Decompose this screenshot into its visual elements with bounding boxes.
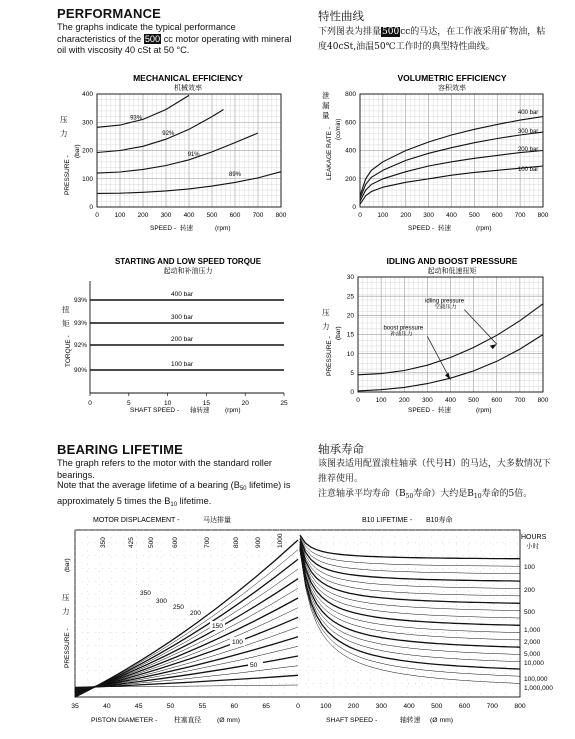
x-tick-label: 20: [241, 400, 249, 407]
pressure-curve: [75, 569, 298, 695]
y-tick-label: 0: [89, 204, 93, 212]
displacement-label: 1000: [277, 533, 284, 548]
y-tick-label: 200: [82, 147, 93, 155]
y-tick-label: 0: [350, 389, 354, 397]
y-tick-label: 100: [82, 175, 93, 183]
y-tick-label: 15: [346, 331, 354, 339]
bearing-xunit-left: (Ø mm): [217, 717, 241, 724]
lifetime-curve: [300, 535, 520, 559]
torque-ylabel-zh-2: 矩: [62, 319, 70, 328]
idle-title: IDLING AND BOOST PRESSURE: [386, 256, 518, 266]
idle-ylabel-zh-2: 力: [322, 322, 330, 331]
torque-xunit: (rpm): [225, 407, 241, 414]
x-tick-label: 10: [163, 400, 172, 407]
vol-yunit: (cc/min): [336, 118, 342, 140]
boost-pressure-label: boost pressure: [383, 325, 424, 332]
y-tick-label: 5: [350, 370, 354, 378]
performance-text: The graphs indicate the typical performance characteristics of the 500 cc motor operating with mineral oil with viscosity 40 cSt at 50 °C.: [57, 22, 292, 55]
x-tick-label: 0: [358, 212, 362, 219]
vol-title: VOLUMETRIC EFFICIENCY: [397, 73, 507, 83]
torque-pressure-label: 200 bar: [170, 336, 194, 343]
bearing-xlabel-left-zh: 柱塞直径: [174, 717, 202, 724]
curve-label: 100 bar: [517, 166, 539, 173]
bearing-text2-zh: 注意轴承平均寿命（$B_{50}$寿命）大约是$B_{10}$寿命的5倍。: [318, 489, 533, 500]
displacement-label: 425: [128, 537, 135, 548]
y-tick-label: 200: [345, 175, 356, 183]
left-x-tick-label: 35: [71, 703, 79, 710]
x-tick-label: 800: [275, 212, 287, 219]
idle-xlabel-zh: 转速: [438, 407, 451, 414]
y-tick-label: 0: [352, 204, 356, 212]
bearing-title-right-zh: B10寿命: [426, 517, 453, 524]
idle-xlabel: SPEED -: [408, 407, 435, 414]
mech-chart: [60, 73, 287, 232]
vol-xlabel-zh: 转速: [438, 225, 451, 232]
curve-label: 91%: [187, 152, 200, 159]
lifetime-curve: [300, 547, 520, 647]
x-tick-label: 800: [537, 212, 549, 219]
displacement-label: 350: [100, 537, 107, 548]
bearing-xlabel-right: SHAFT SPEED -: [326, 717, 378, 724]
boost-pressure-label-zh: 补油压力: [390, 331, 413, 338]
bearing-text1-zh: 该图表适用配置滚柱轴承（代号H）的马达，大多数情况下推荐使用。: [318, 459, 551, 484]
x-tick-label: 400: [446, 212, 457, 219]
mech-xlabel-zh: 转速: [180, 225, 193, 232]
hours-value-label: 500: [524, 609, 535, 616]
displacement-label: 500: [148, 537, 155, 548]
x-tick-label: 800: [537, 397, 549, 404]
pressure-curve: [75, 579, 298, 695]
curve-label: 93%: [130, 115, 143, 122]
x-tick-label: 500: [468, 397, 480, 404]
displacement-label: 900: [255, 537, 262, 548]
x-tick-label: 600: [491, 212, 503, 219]
x-tick-label: 700: [514, 397, 526, 404]
x-tick-label: 500: [468, 212, 480, 219]
x-tick-label: 0: [88, 400, 92, 407]
bearing-ylabel-zh-2: 力: [62, 607, 70, 616]
lifetime-curve: [300, 536, 520, 566]
mech-ylabel-zh-1: 压: [60, 115, 68, 124]
curve-label: 400 bar: [517, 109, 539, 116]
x-tick-label: 200: [398, 397, 410, 404]
right-x-tick-label: 800: [514, 703, 526, 710]
mech-xunit: (rpm): [215, 225, 231, 232]
torque-pressure-label: 100 bar: [170, 361, 194, 368]
idling-pressure-label-zh: 空载压力: [434, 304, 457, 311]
idling-pressure-label: idling pressure: [425, 298, 465, 305]
hours-value-label: 5,000: [524, 651, 541, 658]
displacement-label: 700: [204, 537, 211, 548]
idle-yunit: (bar): [335, 326, 342, 340]
left-x-tick-label: 50: [166, 703, 175, 710]
left-x-tick-label: 60: [230, 703, 239, 710]
left-x-tick-label: 45: [134, 703, 143, 710]
curve-label: 300 bar: [517, 128, 539, 135]
vol-ylabel-zh-3: 量: [322, 111, 330, 120]
right-x-tick-label: 200: [347, 703, 360, 710]
x-tick-label: 0: [95, 212, 99, 219]
hours-value-label: 1,000: [524, 627, 541, 634]
y-tick-label: 800: [345, 91, 356, 99]
x-tick-label: 700: [252, 212, 264, 219]
lifetime-curve: [300, 550, 520, 676]
bearing-text2: Note that the average lifetime of a bearing ($B_{50}$ lifetime) is approximately 5 times the $B_{10}$ lifetime.: [57, 480, 291, 508]
performance-title-zh: 特性曲线: [318, 9, 364, 23]
lifetime-curve: [300, 549, 520, 669]
performance-title: PERFORMANCE: [57, 6, 162, 21]
performance-text-zh: 下列图表为排量500cc的马达，在工作液采用矿物油，粘度40cSt,油温50℃工作时的典型特性曲线。: [318, 27, 546, 52]
mech-title: MECHANICAL EFFICIENCY: [133, 73, 243, 83]
pressure-label: 200: [190, 610, 201, 617]
mech-xlabel: SPEED -: [150, 225, 177, 232]
x-tick-label: 500: [206, 212, 218, 219]
pressure-label: 250: [173, 604, 184, 611]
bearing-title-left-zh: 马达排量: [203, 517, 231, 524]
displacement-highlight: 500: [144, 33, 161, 44]
lifetime-curve: [300, 539, 520, 582]
y-tick-label: 10: [346, 350, 354, 358]
x-tick-label: 5: [126, 400, 131, 407]
right-x-tick-label: 700: [486, 703, 498, 710]
displacement-label: 600: [172, 537, 179, 548]
x-tick-label: 600: [229, 212, 241, 219]
hours-label-zh: 小时: [526, 543, 539, 550]
y-tick-label: 400: [345, 147, 356, 155]
bearing-xlabel-right-zh: 轴转速: [400, 717, 421, 724]
vol-title-zh: 容积效率: [438, 85, 466, 92]
vol-chart: [322, 73, 549, 232]
idling-arrow-line: [464, 310, 496, 345]
x-tick-label: 0: [356, 397, 360, 404]
vol-ylabel: LEAKAGE RATE -: [326, 127, 333, 180]
x-tick-label: 100: [377, 212, 389, 219]
bearing-ylabel: PRESSURE -: [64, 628, 71, 668]
left-x-tick-label: 0: [296, 703, 300, 710]
boost-arrow-line: [427, 336, 450, 379]
hours-value-label: 1,000,000: [524, 685, 553, 692]
pressure-label: 150: [212, 623, 223, 630]
vol-xlabel: SPEED -: [408, 225, 435, 232]
pressure-label: 300: [156, 598, 167, 605]
torque-title: STARTING AND LOW SPEED TORQUE: [114, 257, 262, 266]
left-x-tick-label: 65: [262, 703, 270, 710]
left-x-tick-label: 40: [103, 703, 111, 710]
x-tick-label: 400: [183, 212, 195, 219]
pressure-curve: [75, 550, 298, 697]
right-x-tick-label: 400: [403, 703, 415, 710]
torque-efficiency-label: 92%: [73, 342, 87, 350]
right-x-tick-label: 600: [458, 703, 471, 710]
bearing-yunit: (bar): [64, 558, 71, 572]
x-tick-label: 100: [375, 397, 387, 404]
torque-title-zh: 起动和补油压力: [163, 268, 213, 275]
x-tick-label: 300: [421, 397, 433, 404]
hours-value-label: 200: [524, 587, 535, 594]
bearing-title-zh: 轴承寿命: [318, 442, 364, 456]
mech-title-zh: 机械效率: [174, 85, 202, 92]
bearing-text1: The graph refers to the motor with the standard roller bearings.: [57, 458, 272, 480]
torque-pressure-label: 400 bar: [170, 291, 194, 298]
torque-xlabel: SHAFT SPEED -: [130, 407, 180, 414]
torque-ylabel-zh-1: 扭: [62, 305, 70, 314]
bearing-title-left: MOTOR DISPLACEMENT -: [93, 517, 180, 524]
x-tick-label: 400: [445, 397, 456, 404]
x-tick-label: 300: [423, 212, 435, 219]
y-tick-label: 20: [346, 312, 354, 320]
curve-label: 92%: [162, 130, 175, 137]
hours-label: HOURS: [521, 534, 547, 541]
bearing-title-right: B10 LIFETIME -: [362, 517, 413, 524]
bearing-ylabel-zh-1: 压: [62, 593, 70, 602]
x-tick-label: 600: [491, 397, 503, 404]
torque-ylabel: TORQUE -: [65, 335, 72, 367]
x-tick-label: 100: [114, 212, 126, 219]
bearing-frame: [75, 530, 520, 697]
hours-value-label: 100: [524, 564, 535, 571]
pressure-label: 50: [250, 662, 258, 669]
vol-ylabel-zh-2: 漏: [322, 101, 330, 110]
bearing-title: BEARING LIFETIME: [57, 442, 183, 457]
hours-value-label: 2,000: [524, 639, 541, 646]
y-tick-label: 600: [345, 119, 356, 127]
pressure-label: 350: [140, 590, 151, 597]
y-tick-label: 300: [82, 119, 93, 127]
x-tick-label: 300: [160, 212, 172, 219]
mech-ylabel: PRESSURE -: [64, 155, 71, 195]
curve-label: 200 bar: [517, 147, 539, 154]
hours-value-label: 100,000: [524, 676, 548, 683]
bearing-xunit-right: (Ø mm): [430, 717, 454, 724]
right-x-tick-label: 300: [375, 703, 387, 710]
torque-chart: [62, 257, 288, 414]
torque-efficiency-label: 93%: [73, 320, 87, 328]
mech-ylabel-zh-2: 力: [60, 129, 68, 138]
idle-xunit: (rpm): [476, 407, 492, 414]
right-x-tick-label: 500: [431, 703, 443, 710]
lifetime-curve: [300, 548, 520, 655]
x-tick-label: 25: [280, 400, 288, 407]
mech-yunit: (bar): [74, 144, 81, 158]
idling-arrow-head: [490, 344, 497, 349]
x-tick-label: 15: [202, 400, 211, 407]
x-tick-label: 200: [137, 212, 149, 219]
series-line: [97, 110, 224, 153]
left-x-tick-label: 55: [198, 703, 207, 710]
y-tick-label: 30: [346, 274, 354, 282]
bearing-xlabel-left: PISTON DIAMETER -: [91, 717, 158, 724]
right-x-tick-label: 100: [320, 703, 332, 710]
lifetime-curve: [300, 538, 520, 574]
idle-title-zh: 起动和低速扭矩: [427, 268, 477, 275]
lifetime-curve: [300, 544, 520, 625]
y-tick-label: 400: [82, 91, 93, 99]
torque-xlabel-zh: 轴转速: [190, 407, 210, 414]
pressure-curve: [75, 540, 298, 697]
y-tick-label: 25: [346, 293, 354, 301]
pressure-label: 100: [232, 639, 243, 646]
hours-value-label: 10,000: [524, 660, 544, 667]
vol-ylabel-zh-1: 泄: [322, 91, 330, 100]
idle-ylabel-zh-1: 压: [322, 308, 330, 317]
torque-efficiency-label: 90%: [73, 367, 87, 375]
torque-pressure-label: 300 bar: [170, 314, 194, 321]
x-tick-label: 200: [400, 212, 412, 219]
idle-ylabel: PRESSURE -: [326, 336, 333, 376]
x-tick-label: 700: [514, 212, 526, 219]
idle-chart: [322, 256, 549, 414]
displacement-label: 800: [233, 537, 240, 548]
series-line: [97, 130, 258, 173]
bearing-chart: [62, 515, 553, 724]
torque-efficiency-label: 93%: [73, 297, 87, 305]
vol-xunit: (rpm): [476, 225, 492, 232]
curve-label: 89%: [228, 171, 242, 178]
